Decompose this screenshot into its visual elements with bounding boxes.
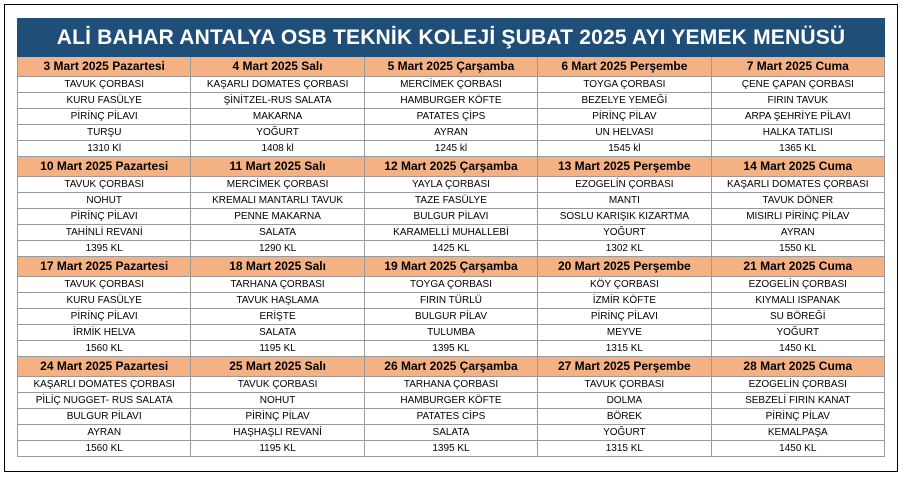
menu-item-row (18, 309, 885, 325)
calorie-row (18, 241, 885, 257)
menu-item-cell: AYRAN (18, 425, 191, 441)
title-row (18, 19, 885, 57)
menu-item-cell: EZOGELİN ÇORBASI (711, 377, 884, 393)
menu-item-row (18, 177, 885, 193)
menu-item-row (18, 193, 885, 209)
menu-item-cell: PİRİNÇ PİLAVI (18, 109, 191, 125)
menu-item-cell: PİRİNÇ PİLAVI (18, 209, 191, 225)
menu-item-cell: PİRİNÇ PİLAVI (18, 309, 191, 325)
menu-item-cell: FIRIN TÜRLÜ (364, 293, 537, 309)
day-header: 21 Mart 2025 Cuma (711, 257, 884, 277)
menu-item-cell: BULGUR PİLAVI (364, 209, 537, 225)
menu-item-cell: MEYVE (538, 325, 711, 341)
week-1-day-header-row (18, 57, 885, 77)
day-header: 26 Mart 2025 Çarşamba (364, 357, 537, 377)
calorie-row (18, 141, 885, 157)
day-header: 25 Mart 2025 Salı (191, 357, 364, 377)
menu-item-cell: PENNE MAKARNA (191, 209, 364, 225)
menu-item-cell: TARHANA ÇORBASI (364, 377, 537, 393)
day-header: 14 Mart 2025 Cuma (711, 157, 884, 177)
calorie-cell: 1195 KL (191, 441, 364, 457)
menu-item-row (18, 393, 885, 409)
menu-item-cell: KIYMALI ISPANAK (711, 293, 884, 309)
calorie-cell: 1425 KL (364, 241, 537, 257)
menu-item-cell: KAŞARLI DOMATES ÇORBASI (711, 177, 884, 193)
calorie-cell: 1365 KL (711, 141, 884, 157)
day-header: 18 Mart 2025 Salı (191, 257, 364, 277)
menu-item-cell: MISIRLI PİRİNÇ PİLAV (711, 209, 884, 225)
menu-item-cell: HAŞHAŞLI REVANİ (191, 425, 364, 441)
menu-item-cell: MERCİMEK ÇORBASI (191, 177, 364, 193)
menu-item-cell: TULUMBA (364, 325, 537, 341)
calorie-cell: 1560 KL (18, 341, 191, 357)
calorie-cell: 1395 KL (364, 441, 537, 457)
menu-item-cell: DOLMA (538, 393, 711, 409)
day-header: 17 Mart 2025 Pazartesi (18, 257, 191, 277)
menu-item-row (18, 109, 885, 125)
week-4-day-header-row (18, 357, 885, 377)
calorie-cell: 1395 KL (18, 241, 191, 257)
calorie-cell: 1450 KL (711, 341, 884, 357)
day-header: 24 Mart 2025 Pazartesi (18, 357, 191, 377)
day-header: 6 Mart 2025 Perşembe (538, 57, 711, 77)
menu-item-cell: HAMBURGER KÖFTE (364, 93, 537, 109)
menu-item-cell: SALATA (191, 225, 364, 241)
menu-item-cell: ÇENE ÇAPAN ÇORBASI (711, 77, 884, 93)
menu-item-cell: EZOGELİN ÇORBASI (711, 277, 884, 293)
menu-item-cell: TAVUK HAŞLAMA (191, 293, 364, 309)
week-3-day-header-row (18, 257, 885, 277)
calorie-cell: 1290 KL (191, 241, 364, 257)
menu-item-cell: EZOGELİN ÇORBASI (538, 177, 711, 193)
calorie-cell: 1550 KL (711, 241, 884, 257)
menu-table (17, 18, 885, 457)
calorie-cell: 1310 Kl (18, 141, 191, 157)
calorie-cell: 1545 kl (538, 141, 711, 157)
menu-item-cell: MAKARNA (191, 109, 364, 125)
menu-item-row (18, 425, 885, 441)
menu-item-row (18, 209, 885, 225)
menu-item-cell: TAVUK ÇORBASI (18, 277, 191, 293)
menu-item-cell: TAVUK ÇORBASI (538, 377, 711, 393)
menu-item-cell: PİRİNÇ PİLAV (711, 409, 884, 425)
menu-item-cell: HAMBURGER KÖFTE (364, 393, 537, 409)
menu-item-cell: İZMİR KÖFTE (538, 293, 711, 309)
day-header: 7 Mart 2025 Cuma (711, 57, 884, 77)
menu-item-cell: PATATES CİPS (364, 409, 537, 425)
menu-item-cell: YOĞURT (538, 225, 711, 241)
calorie-cell: 1315 KL (538, 441, 711, 457)
calorie-cell: 1560 KL (18, 441, 191, 457)
menu-item-cell: TOYGA ÇORBASI (538, 77, 711, 93)
menu-item-cell: BÖREK (538, 409, 711, 425)
menu-item-cell: NOHUT (18, 193, 191, 209)
day-header: 11 Mart 2025 Salı (191, 157, 364, 177)
menu-item-row (18, 293, 885, 309)
menu-item-cell: KREMALI MANTARLI TAVUK (191, 193, 364, 209)
menu-item-cell: MANTI (538, 193, 711, 209)
menu-item-cell: NOHUT (191, 393, 364, 409)
menu-item-cell: SALATA (364, 425, 537, 441)
calorie-cell: 1302 KL (538, 241, 711, 257)
menu-item-cell: YAYLA ÇORBASI (364, 177, 537, 193)
calorie-cell: 1315 KL (538, 341, 711, 357)
day-header: 4 Mart 2025 Salı (191, 57, 364, 77)
menu-item-cell: TOYGA ÇORBASI (364, 277, 537, 293)
menu-item-cell: UN HELVASI (538, 125, 711, 141)
menu-item-cell: TAHİNLİ REVANİ (18, 225, 191, 241)
day-header: 27 Mart 2025 Perşembe (538, 357, 711, 377)
menu-item-row (18, 325, 885, 341)
calorie-cell: 1395 KL (364, 341, 537, 357)
menu-item-cell: KURU FASÜLYE (18, 293, 191, 309)
menu-item-cell: YOĞURT (191, 125, 364, 141)
menu-item-row (18, 225, 885, 241)
menu-item-cell: TAZE FASÜLYE (364, 193, 537, 209)
menu-item-cell: TAVUK ÇORBASI (18, 77, 191, 93)
menu-item-cell: MERCİMEK ÇORBASI (364, 77, 537, 93)
menu-item-cell: KARAMELLİ MUHALLEBİ (364, 225, 537, 241)
day-header: 5 Mart 2025 Çarşamba (364, 57, 537, 77)
menu-item-cell: TAVUK DÖNER (711, 193, 884, 209)
menu-item-cell: AYRAN (364, 125, 537, 141)
menu-item-cell: TARHANA ÇORBASI (191, 277, 364, 293)
menu-item-cell: ERİŞTE (191, 309, 364, 325)
menu-item-cell: ARPA ŞEHRİYE PİLAVI (711, 109, 884, 125)
menu-item-cell: SALATA (191, 325, 364, 341)
week-2-day-header-row (18, 157, 885, 177)
day-header: 13 Mart 2025 Perşembe (538, 157, 711, 177)
menu-item-cell: FIRIN TAVUK (711, 93, 884, 109)
calorie-cell: 1408 kl (191, 141, 364, 157)
day-header: 20 Mart 2025 Perşembe (538, 257, 711, 277)
menu-item-cell: ŞİNİTZEL-RUS SALATA (191, 93, 364, 109)
menu-item-cell: KAŞARLI DOMATES ÇORBASI (191, 77, 364, 93)
menu-item-cell: YOĞURT (711, 325, 884, 341)
menu-item-cell: KÖY ÇORBASI (538, 277, 711, 293)
menu-item-cell: BEZELYE YEMEĞİ (538, 93, 711, 109)
menu-item-cell: YOĞURT (538, 425, 711, 441)
day-header: 12 Mart 2025 Çarşamba (364, 157, 537, 177)
menu-item-cell: TURŞU (18, 125, 191, 141)
calorie-cell: 1450 KL (711, 441, 884, 457)
menu-item-row (18, 125, 885, 141)
menu-item-cell: AYRAN (711, 225, 884, 241)
calorie-cell: 1245 kl (364, 141, 537, 157)
day-header: 28 Mart 2025 Cuma (711, 357, 884, 377)
day-header: 10 Mart 2025 Pazartesi (18, 157, 191, 177)
calorie-row (18, 341, 885, 357)
menu-item-cell: SEBZELİ FIRIN KANAT (711, 393, 884, 409)
menu-item-cell: PATATES ÇİPS (364, 109, 537, 125)
menu-item-row (18, 77, 885, 93)
calorie-row (18, 441, 885, 457)
menu-item-cell: PİRİNÇ PİLAVI (538, 309, 711, 325)
menu-item-cell: KURU FASÜLYE (18, 93, 191, 109)
menu-item-row (18, 93, 885, 109)
menu-item-cell: BULGUR PİLAV (364, 309, 537, 325)
menu-item-cell: PİRİNÇ PİLAV (191, 409, 364, 425)
day-header: 19 Mart 2025 Çarşamba (364, 257, 537, 277)
menu-item-cell: PİRİNÇ PİLAV (538, 109, 711, 125)
menu-item-cell: TAVUK ÇORBASI (191, 377, 364, 393)
menu-item-row (18, 377, 885, 393)
menu-item-cell: SOSLU KARIŞIK KIZARTMA (538, 209, 711, 225)
menu-item-cell: TAVUK ÇORBASI (18, 177, 191, 193)
menu-item-cell: KEMALPAŞA (711, 425, 884, 441)
menu-item-cell: PİLİÇ NUGGET- RUS SALATA (18, 393, 191, 409)
menu-item-row (18, 277, 885, 293)
menu-item-cell: KAŞARLI DOMATES ÇORBASI (18, 377, 191, 393)
menu-item-cell: HALKA TATLISI (711, 125, 884, 141)
menu-item-row (18, 409, 885, 425)
menu-item-cell: İRMİK HELVA (18, 325, 191, 341)
day-header: 3 Mart 2025 Pazartesi (18, 57, 191, 77)
menu-item-cell: SU BÖREĞİ (711, 309, 884, 325)
menu-title: ALİ BAHAR ANTALYA OSB TEKNİK KOLEJİ ŞUBAT 2025 AYI YEMEK MENÜSÜ (18, 19, 885, 57)
menu-table-body (18, 19, 885, 457)
menu-item-cell: BULGUR PİLAVI (18, 409, 191, 425)
calorie-cell: 1195 KL (191, 341, 364, 357)
